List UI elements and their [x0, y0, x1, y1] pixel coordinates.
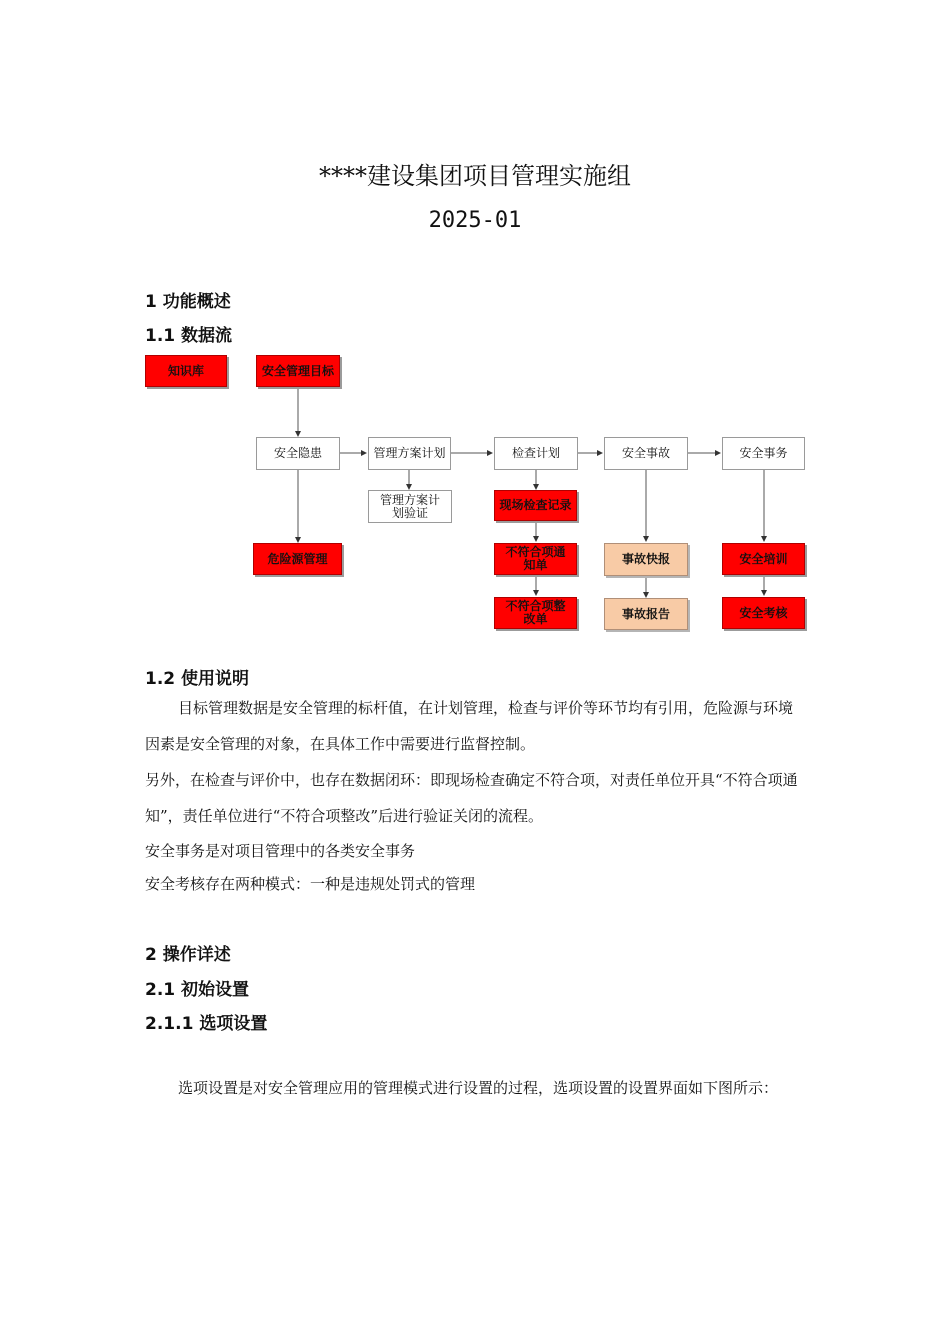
section-heading-1: 1 功能概述: [145, 292, 231, 312]
usage-paragraph-3: 安全事务是对项目管理中的各类安全事务: [145, 842, 416, 860]
section-heading-2-1: 2.1 初始设置: [145, 980, 250, 1000]
document-date: 2025-01: [428, 208, 522, 233]
usage-paragraph-1: 目标管理数据是安全管理的标杆值，在计划管理，检查与评价等环节均有引用，危险源与环境因素是安全管理的对象，在具体工作中需要进行监督控制。: [145, 699, 794, 753]
flow-box-nc-rectify: 不符合项整改单: [494, 597, 577, 629]
flow-box-nc-notice: 不符合项通知单: [494, 543, 577, 575]
flow-box-hazard: 安全隐患: [256, 437, 340, 470]
flow-box-plan: 管理方案计划: [368, 437, 451, 470]
flow-box-assessment: 安全考核: [722, 597, 805, 629]
section-heading-1-2: 1.2 使用说明: [145, 669, 250, 689]
flow-box-site-record: 现场检查记录: [494, 490, 577, 521]
document-title: ****建设集团项目管理实施组: [319, 162, 631, 190]
flow-box-check-plan: 检查计划: [494, 437, 578, 470]
section-heading-2-1-1: 2.1.1 选项设置: [145, 1014, 268, 1034]
options-paragraph: 选项设置是对安全管理应用的管理模式进行设置的过程，选项设置的设置界面如下图所示：: [178, 1079, 779, 1097]
usage-paragraph-4: 安全考核存在两种模式：一种是违规处罚式的管理: [145, 875, 476, 893]
usage-paragraph-2: 另外，在检查与评价中，也存在数据闭环：即现场检查确定不符合项，对责任单位开具“不符合项通知”，责任单位进行“不符合项整改”后进行验证关闭的流程。: [145, 771, 798, 825]
flow-box-accident-flash: 事故快报: [604, 543, 688, 576]
section-heading-2: 2 操作详述: [145, 945, 231, 965]
flow-box-accident-report: 事故报告: [604, 598, 688, 630]
flow-box-danger-source: 危险源管理: [253, 543, 342, 575]
flow-box-affairs: 安全事务: [722, 437, 805, 470]
flow-box-training: 安全培训: [722, 543, 805, 575]
flow-box-plan-verify: 管理方案计划验证: [368, 490, 452, 523]
flow-box-knowledge: 知识库: [145, 355, 227, 387]
section-heading-1-1: 1.1 数据流: [145, 326, 233, 346]
flow-box-safety-target: 安全管理目标: [256, 355, 340, 387]
flow-box-accident: 安全事故: [604, 437, 688, 470]
